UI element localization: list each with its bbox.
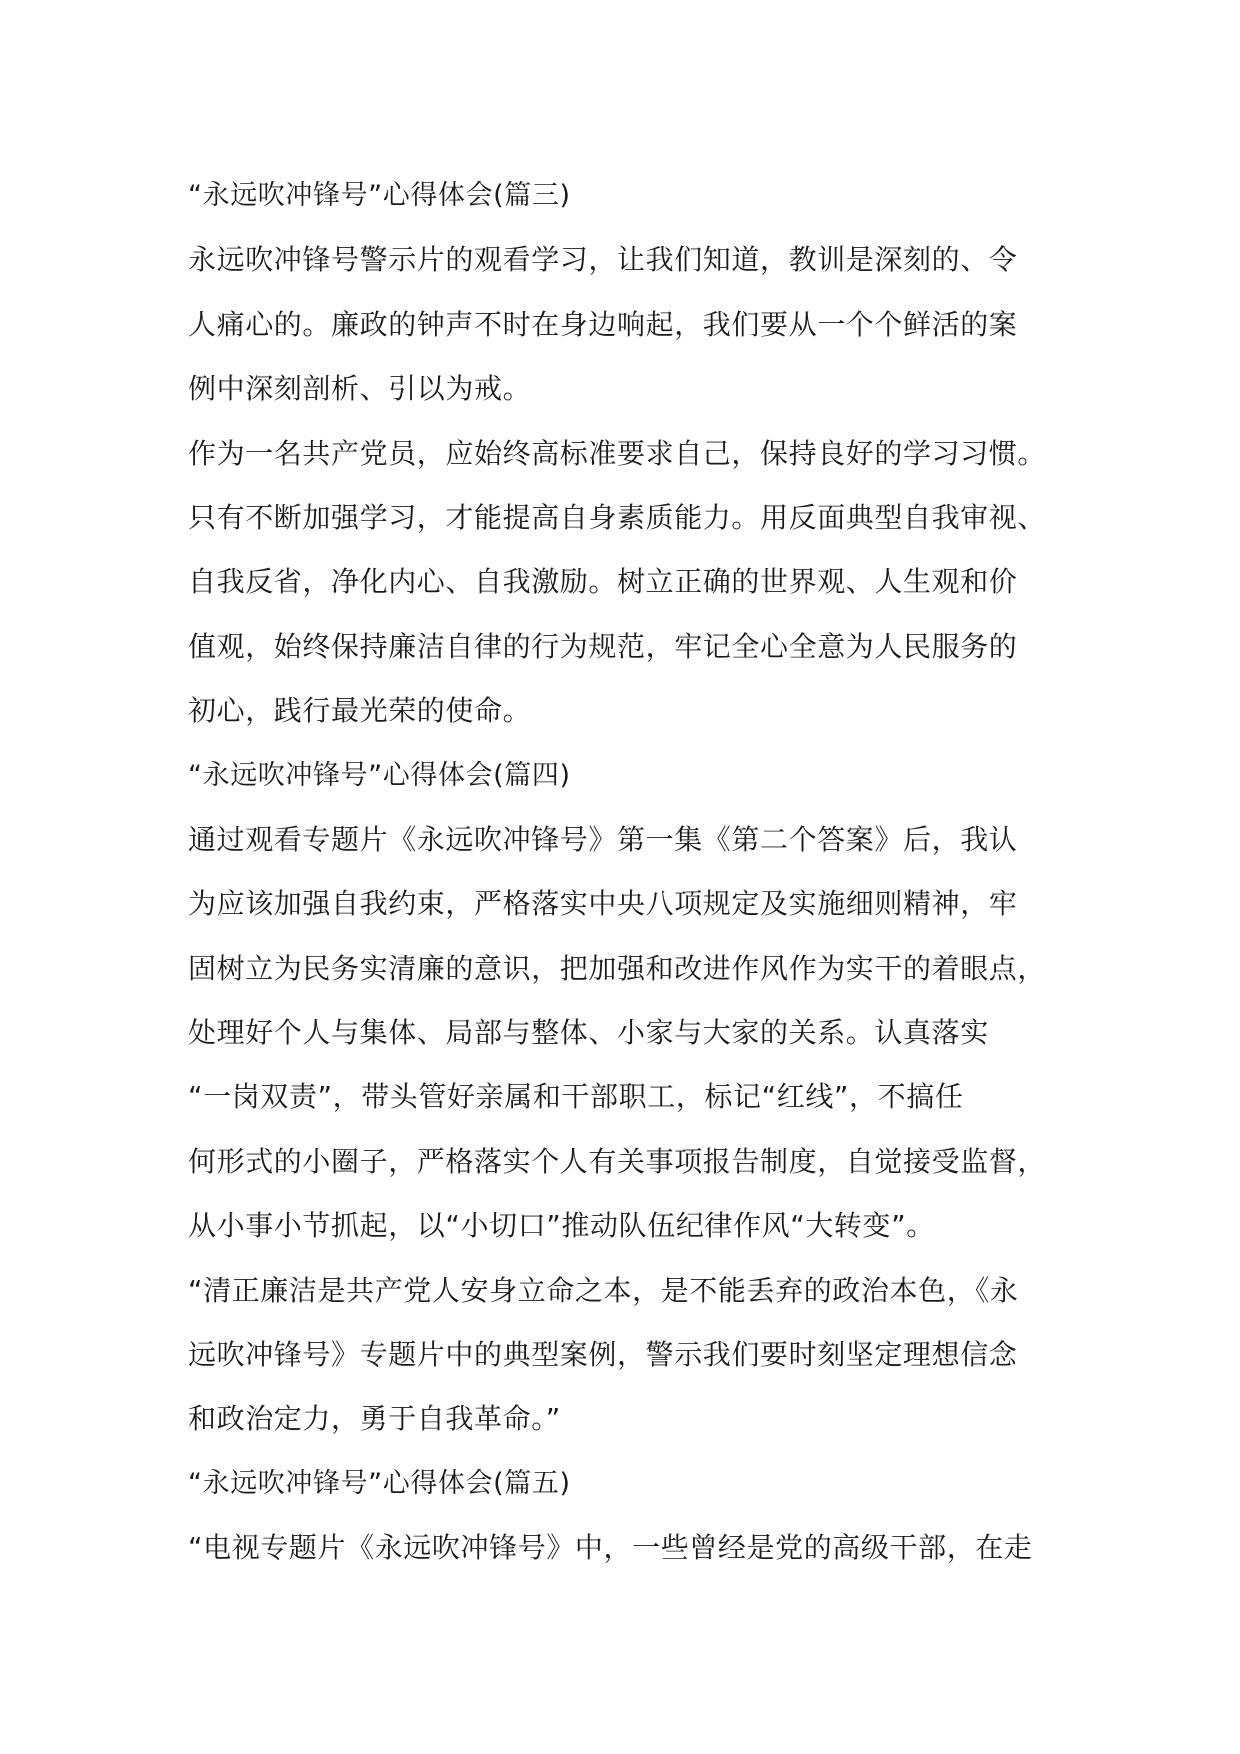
paragraph-line: “一岗双责”，带头管好亲属和干部职工，标记“红线”，不搞任 [188,1080,964,1114]
paragraph-line: 和政治定力，勇于自我革命。” [188,1402,561,1436]
paragraph-line: 自我反省，净化内心、自我激励。树立正确的世界观、人生观和价 [188,565,1018,599]
paragraph-line: 值观，始终保持廉洁自律的行为规范，牢记全心全意为人民服务的 [188,629,1018,663]
paragraph-line: 何形式的小圈子，严格落实个人有关事项报告制度，自觉接受监督， [188,1144,1047,1178]
section-heading-part-5: “永远吹冲锋号”心得体会(篇五) [188,1467,571,1499]
paragraph-line: 初心，践行最光荣的使命。 [188,694,532,728]
paragraph-line: 远吹冲锋号》专题片中的典型案例，警示我们要时刻坚定理想信念 [188,1338,1018,1372]
paragraph-line: 只有不断加强学习，才能提高自身素质能力。用反面典型自我审视、 [188,500,1047,534]
paragraph-line: 永远吹冲锋号警示片的观看学习，让我们知道，教训是深刻的、令 [188,243,1018,277]
paragraph-line: 人痛心的。廉政的钟声不时在身边响起，我们要从一个个鲜活的案 [188,307,1018,341]
paragraph-line: 从小事小节抓起，以“小切口”推动队伍纪律作风“大转变”。 [188,1209,935,1243]
paragraph-line: 例中深刻剖析、引以为戒。 [188,372,532,406]
paragraph-line: “清正廉洁是共产党人安身立命之本，是不能丢弃的政治本色，《永 [188,1273,1019,1307]
section-heading-part-4: “永远吹冲锋号”心得体会(篇四) [188,759,571,791]
section-heading-part-3: “永远吹冲锋号”心得体会(篇三) [188,180,571,211]
paragraph-line: 通过观看专题片《永远吹冲锋号》第一集《第二个答案》后，我认 [188,822,1018,856]
paragraph-line: 处理好个人与集体、局部与整体、小家与大家的关系。认真落实 [188,1016,989,1050]
paragraph-line: 固树立为民务实清廉的意识，把加强和改进作风作为实干的着眼点， [188,951,1047,985]
paragraph-line: 为应该加强自我约束，严格落实中央八项规定及实施细则精神，牢 [188,887,1018,921]
paragraph-line: “电视专题片《永远吹冲锋号》中，一些曾经是党的高级干部，在走 [188,1531,1033,1565]
document-body [188,164,1088,1581]
paragraph-line: 作为一名共产党员，应始终高标准要求自己，保持良好的学习习惯。 [188,436,1047,470]
